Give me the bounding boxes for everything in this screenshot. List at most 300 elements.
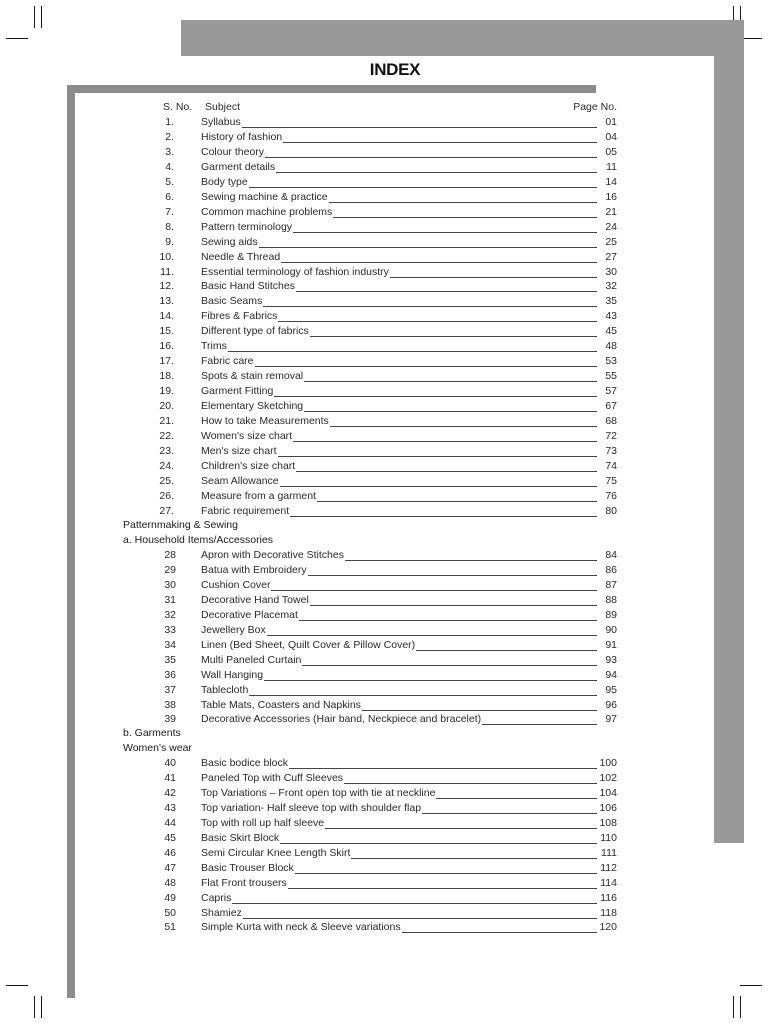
entry-subject: [201, 786, 597, 801]
entry-subject-text: Basic bodice block: [201, 757, 288, 769]
leader-line: [310, 325, 597, 337]
entry-page-number: 05: [605, 145, 617, 158]
index-entry: [0, 846, 768, 861]
entry-page-number: 14: [605, 175, 617, 188]
entry-subject-text: Top Variations – Front open top with tie at neckline: [201, 786, 436, 799]
entry-subject-text: Paneled Top with Cuff Sleeves: [201, 771, 344, 784]
entry-number: 12.: [159, 280, 174, 293]
entry-number: 20.: [159, 400, 174, 413]
section-heading-household: a. Household Items/Accessories: [123, 534, 273, 546]
index-entry: [0, 504, 768, 519]
entry-subject-text: Colour theory: [201, 145, 265, 158]
entry-subject-text: Linen (Bed Sheet, Quilt Cover & Pillow Cover): [201, 638, 416, 651]
index-entry: [0, 384, 768, 399]
index-entry: [0, 130, 768, 145]
leader-line: [304, 400, 597, 412]
entry-subject: [201, 876, 597, 891]
entry-subject-text: How to take Measurements: [201, 415, 329, 427]
index-entry: [0, 309, 768, 324]
entry-subject: [201, 578, 597, 593]
entry-number: 48: [164, 876, 176, 889]
index-entry: [0, 920, 768, 935]
entry-subject-text: History of fashion: [201, 130, 283, 143]
entry-subject: [201, 175, 597, 190]
entry-number: 9.: [165, 235, 174, 248]
leader-line: [351, 847, 597, 859]
entry-page-number: 100: [599, 757, 617, 769]
entry-number: 45: [164, 831, 176, 844]
entry-subject-text: Trims: [201, 340, 227, 353]
entry-subject: [201, 906, 597, 921]
entry-page-number: 94: [605, 668, 617, 681]
entry-page-number: 80: [605, 504, 617, 517]
index-entry: [0, 698, 768, 713]
entry-subject: [201, 250, 597, 265]
entry-subject-text: Shamiez: [201, 906, 242, 919]
entry-subject: [201, 608, 597, 623]
entry-number: 36: [164, 668, 176, 681]
entry-subject-text: Basic Hand Stitches: [201, 280, 295, 293]
leader-line: [281, 251, 597, 263]
entry-number: 40: [164, 757, 176, 769]
entry-number: 39: [164, 713, 176, 726]
entry-page-number: 43: [605, 310, 617, 323]
entry-page-number: 53: [605, 355, 617, 368]
entry-page-number: 106: [599, 801, 617, 814]
entry-subject: [201, 354, 597, 369]
leader-line: [265, 146, 597, 158]
section-heading-womens-wear: Women's wear: [123, 742, 192, 754]
entry-subject: [201, 414, 597, 429]
header-subject: Subject: [205, 101, 241, 113]
leader-line: [310, 594, 597, 606]
index-entry: [0, 205, 768, 220]
header-page: Page No.: [573, 101, 617, 113]
entry-number: 41: [164, 771, 176, 784]
index-entry: [0, 339, 768, 354]
entry-subject: [201, 891, 597, 906]
index-entry: [0, 489, 768, 504]
entry-page-number: 89: [605, 608, 617, 621]
entry-subject: [201, 130, 597, 145]
crop-mark: [41, 996, 42, 1018]
entry-subject: [201, 205, 597, 220]
entry-subject-text: Elementary Sketching: [201, 400, 304, 413]
entry-page-number: 116: [600, 891, 617, 904]
leader-line: [299, 609, 597, 621]
leader-line: [280, 475, 597, 487]
entry-page-number: 48: [605, 340, 617, 353]
index-entry: [0, 623, 768, 638]
entry-number: 18.: [159, 370, 174, 383]
entry-page-number: 04: [605, 130, 617, 143]
entry-number: 37: [164, 683, 176, 696]
index-entry: [0, 578, 768, 593]
entry-subject: [201, 771, 597, 786]
entry-subject-text: Multi Paneled Curtain: [201, 653, 302, 666]
index-entry: [0, 145, 768, 160]
entry-subject-text: Tablecloth: [201, 683, 249, 696]
entry-number: 15.: [159, 325, 174, 338]
entry-subject-text: Needle & Thread: [201, 250, 281, 263]
index-entry: [0, 638, 768, 653]
entry-subject-text: Seam Allowance: [201, 474, 279, 487]
crop-mark: [34, 996, 35, 1018]
index-entry: [0, 294, 768, 309]
entry-page-number: 114: [600, 876, 617, 889]
entry-subject-text: Decorative Placemat: [201, 608, 298, 621]
leader-line: [325, 817, 597, 829]
leader-line: [278, 445, 597, 457]
entry-page-number: 32: [605, 280, 617, 293]
entry-number: 5.: [165, 175, 174, 188]
entry-subject: [201, 265, 597, 280]
entry-subject: [201, 756, 597, 771]
index-entry: [0, 235, 768, 250]
entry-subject: [201, 563, 597, 578]
entry-subject-text: Apron with Decorative Stitches: [201, 549, 344, 561]
index-entry: [0, 668, 768, 683]
entry-subject-text: Top with roll up half sleeve: [201, 816, 325, 829]
entry-page-number: 93: [605, 653, 617, 666]
leader-line: [345, 549, 597, 561]
decorative-band-horizontal: [67, 85, 596, 93]
leader-line: [329, 191, 597, 203]
leader-line: [264, 669, 597, 681]
leader-line: [296, 460, 597, 472]
page-title: INDEX: [369, 60, 421, 79]
entry-page-number: 30: [605, 265, 617, 278]
index-entry: [0, 906, 768, 921]
leader-line: [302, 654, 597, 666]
entry-subject: [201, 429, 597, 444]
entry-number: 14.: [159, 310, 174, 323]
entry-subject: [201, 861, 597, 876]
entry-number: 46: [164, 846, 176, 859]
leader-line: [293, 430, 597, 442]
leader-line: [255, 355, 597, 367]
entry-subject: [201, 235, 597, 250]
entry-number: 26.: [159, 489, 174, 502]
entry-subject: [201, 683, 597, 698]
index-entry: [0, 250, 768, 265]
entry-number: 4.: [165, 160, 174, 173]
entry-subject: [201, 653, 597, 668]
entry-page-number: 102: [599, 771, 617, 784]
index-entry: [0, 756, 768, 771]
entry-page-number: 95: [605, 683, 617, 696]
entry-subject: [201, 816, 597, 831]
entry-subject: [201, 846, 597, 861]
entry-page-number: 97: [605, 713, 617, 726]
index-entry: [0, 354, 768, 369]
entry-number: 30: [164, 578, 176, 591]
leader-line: [344, 772, 597, 784]
entry-subject: [201, 279, 597, 294]
crop-mark: [733, 996, 734, 1018]
entry-page-number: 11: [606, 160, 617, 173]
crop-mark: [740, 985, 762, 986]
entry-number: 24.: [159, 459, 174, 472]
index-entry: [0, 429, 768, 444]
entry-page-number: 88: [605, 593, 617, 606]
entry-subject: [201, 668, 597, 683]
entry-page-number: 21: [605, 205, 617, 218]
entry-number: 3.: [165, 145, 174, 158]
entry-page-number: 86: [605, 563, 617, 576]
entry-subject: [201, 623, 597, 638]
entry-subject-text: Decorative Hand Towel: [201, 593, 309, 606]
leader-line: [288, 877, 597, 889]
entry-page-number: 68: [605, 415, 617, 427]
entry-page-number: 16: [605, 190, 617, 203]
entry-number: 38: [164, 698, 176, 711]
entry-number: 29: [164, 563, 176, 576]
leader-line: [390, 266, 597, 278]
entry-subject: [201, 474, 597, 489]
entry-page-number: 91: [605, 638, 617, 651]
entry-subject-text: Basic Skirt Block: [201, 831, 280, 844]
index-entry: [0, 459, 768, 474]
entry-page-number: 111: [601, 846, 617, 859]
entry-subject-text: Decorative Accessories (Hair band, Neckpiece and bracelet): [201, 713, 482, 726]
entry-subject-text: Sewing machine & practice: [201, 190, 328, 203]
index-entry: [0, 653, 768, 668]
entry-number: 44: [164, 816, 176, 829]
crop-mark: [6, 985, 28, 986]
entry-subject: [201, 444, 597, 459]
entry-subject: [201, 638, 597, 653]
entry-subject: [201, 593, 597, 608]
entry-subject-text: Essential terminology of fashion industry: [201, 265, 389, 278]
index-entry: [0, 414, 768, 429]
header-sno: S. No.: [163, 101, 193, 113]
entry-page-number: 76: [605, 489, 617, 502]
entry-subject: [201, 920, 597, 935]
entry-page-number: 24: [605, 220, 617, 233]
leader-line: [249, 684, 597, 696]
entry-page-number: 118: [600, 906, 617, 919]
index-entry: [0, 593, 768, 608]
entry-page-number: 84: [605, 549, 617, 561]
index-entry: [0, 608, 768, 623]
entry-subject-text: Jewellery Box: [201, 623, 266, 636]
leader-line: [308, 564, 597, 576]
entry-subject: [201, 309, 597, 324]
entry-subject: [201, 369, 597, 384]
leader-line: [402, 921, 597, 933]
index-entry: [0, 265, 768, 280]
leader-line: [228, 340, 597, 352]
entry-subject: [201, 384, 597, 399]
entry-number: 49: [164, 891, 176, 904]
leader-line: [249, 176, 597, 188]
index-entry: [0, 115, 768, 130]
index-entry: [0, 683, 768, 698]
index-entry: [0, 831, 768, 846]
entry-number: 2.: [165, 130, 174, 143]
entry-number: 47: [164, 861, 176, 874]
entry-page-number: 45: [605, 325, 617, 338]
entry-number: 7.: [165, 205, 174, 218]
entry-number: 11.: [160, 265, 174, 278]
entry-number: 28: [164, 549, 176, 561]
entry-subject-text: Spots & stain removal: [201, 370, 304, 383]
entry-subject-text: Semi Circular Knee Length Skirt: [201, 846, 351, 859]
index-entry: [0, 712, 768, 727]
leader-line: [293, 221, 597, 233]
entry-subject: [201, 339, 597, 354]
index-entry: [0, 563, 768, 578]
entry-subject: [201, 548, 597, 563]
index-entry: [0, 786, 768, 801]
entry-subject: [201, 324, 597, 339]
entry-subject-text: Body type: [201, 175, 248, 188]
entry-subject-text: Garment Fitting: [201, 385, 274, 398]
leader-line: [243, 907, 597, 919]
leader-line: [333, 206, 597, 218]
entry-number: 8.: [165, 220, 174, 233]
entry-subject-text: Men's size chart: [201, 444, 277, 457]
index-entry: [0, 891, 768, 906]
entry-subject: [201, 115, 597, 130]
entry-subject-text: Measure from a garment: [201, 489, 316, 502]
entry-subject-text: Batua with Embroidery: [201, 563, 307, 576]
entry-subject-text: Garment details: [201, 160, 276, 173]
entry-subject: [201, 294, 597, 309]
entry-page-number: 72: [605, 429, 617, 442]
leader-line: [317, 490, 597, 502]
entry-subject: [201, 698, 597, 713]
crop-mark: [41, 6, 42, 28]
entry-number: 17.: [159, 355, 174, 368]
entry-subject: [201, 145, 597, 160]
index-entry: [0, 474, 768, 489]
entry-subject: [201, 504, 597, 519]
leader-line: [267, 624, 597, 636]
entry-subject: [201, 160, 597, 175]
leader-line: [289, 757, 597, 769]
entry-number: 35: [164, 653, 176, 666]
leader-line: [259, 236, 597, 248]
leader-line: [242, 116, 597, 128]
entry-number: 10.: [159, 250, 174, 263]
entry-number: 16.: [159, 340, 174, 353]
entry-number: 6.: [165, 190, 174, 203]
entry-number: 23.: [159, 444, 174, 457]
entry-subject: [201, 190, 597, 205]
index-entry: [0, 861, 768, 876]
entry-page-number: 87: [605, 578, 617, 591]
leader-line: [482, 713, 597, 725]
leader-line: [263, 295, 597, 307]
entry-page-number: 01: [605, 116, 617, 128]
leader-line: [280, 832, 597, 844]
index-entry: [0, 876, 768, 891]
entry-number: 34: [164, 638, 176, 651]
entry-number: 1.: [165, 116, 174, 128]
decorative-band-top: [181, 20, 744, 56]
leader-line: [271, 579, 597, 591]
leader-line: [295, 862, 597, 874]
entry-page-number: 108: [599, 816, 617, 829]
leader-line: [283, 131, 597, 143]
leader-line: [436, 787, 597, 799]
entry-page-number: 25: [605, 235, 617, 248]
entry-page-number: 90: [605, 623, 617, 636]
entry-subject-text: Simple Kurta with neck & Sleeve variations: [201, 921, 401, 934]
index-entry: [0, 444, 768, 459]
entry-page-number: 35: [605, 295, 617, 308]
entry-number: 33: [164, 623, 176, 636]
leader-line: [276, 161, 597, 173]
entry-subject-text: Children's size chart: [201, 459, 296, 472]
index-entry: [0, 324, 768, 339]
entry-number: 27.: [159, 504, 174, 517]
entry-subject: [201, 831, 597, 846]
index-entry: [0, 399, 768, 414]
entry-page-number: 57: [605, 385, 617, 398]
entry-page-number: 73: [605, 444, 617, 457]
entry-number: 22.: [159, 429, 174, 442]
entry-number: 32: [164, 608, 176, 621]
entry-number: 43: [164, 801, 176, 814]
index-entry: [0, 190, 768, 205]
entry-page-number: 104: [599, 786, 617, 799]
entry-page-number: 74: [605, 459, 617, 472]
index-entry: [0, 160, 768, 175]
index-entry: [0, 548, 768, 563]
entry-number: 51: [164, 921, 176, 934]
leader-line: [290, 505, 597, 517]
entry-subject: [201, 489, 597, 504]
leader-line: [274, 385, 597, 397]
entry-subject-text: Capris: [201, 891, 232, 904]
section-heading-garments: b. Garments: [123, 727, 181, 739]
crop-mark: [6, 38, 28, 39]
leader-line: [232, 892, 597, 904]
entry-subject-text: Cushion Cover: [201, 578, 271, 591]
entry-subject-text: Basic Trouser Block: [201, 861, 294, 874]
crop-mark: [34, 6, 35, 28]
entry-subject-text: Wall Hanging: [201, 668, 264, 681]
entry-page-number: 67: [605, 400, 617, 413]
entry-subject-text: Basic Seams: [201, 295, 263, 308]
leader-line: [362, 699, 597, 711]
entry-page-number: 55: [605, 370, 617, 383]
entry-page-number: 110: [600, 831, 617, 844]
entry-page-number: 112: [600, 861, 617, 874]
entry-number: 13.: [159, 295, 174, 308]
entry-subject: [201, 459, 597, 474]
leader-line: [296, 280, 597, 292]
entry-subject-text: Flat Front trousers: [201, 876, 287, 889]
entry-subject-text: Top variation- Half sleeve top with shoulder flap: [201, 801, 422, 814]
entry-subject-text: Fabric requirement: [201, 504, 290, 517]
entry-subject: [201, 801, 597, 816]
entry-number: 31: [164, 593, 176, 606]
index-entry: [0, 816, 768, 831]
entry-number: 21.: [159, 415, 174, 427]
entry-subject-text: Pattern terminology: [201, 220, 293, 233]
entry-subject-text: Fabric care: [201, 355, 254, 368]
entry-subject-text: Common machine problems: [201, 205, 333, 218]
index-entry: [0, 279, 768, 294]
leader-line: [416, 639, 597, 651]
entry-subject: [201, 712, 597, 727]
leader-line: [304, 370, 597, 382]
entry-subject-text: Table Mats, Coasters and Napkins: [201, 698, 361, 711]
